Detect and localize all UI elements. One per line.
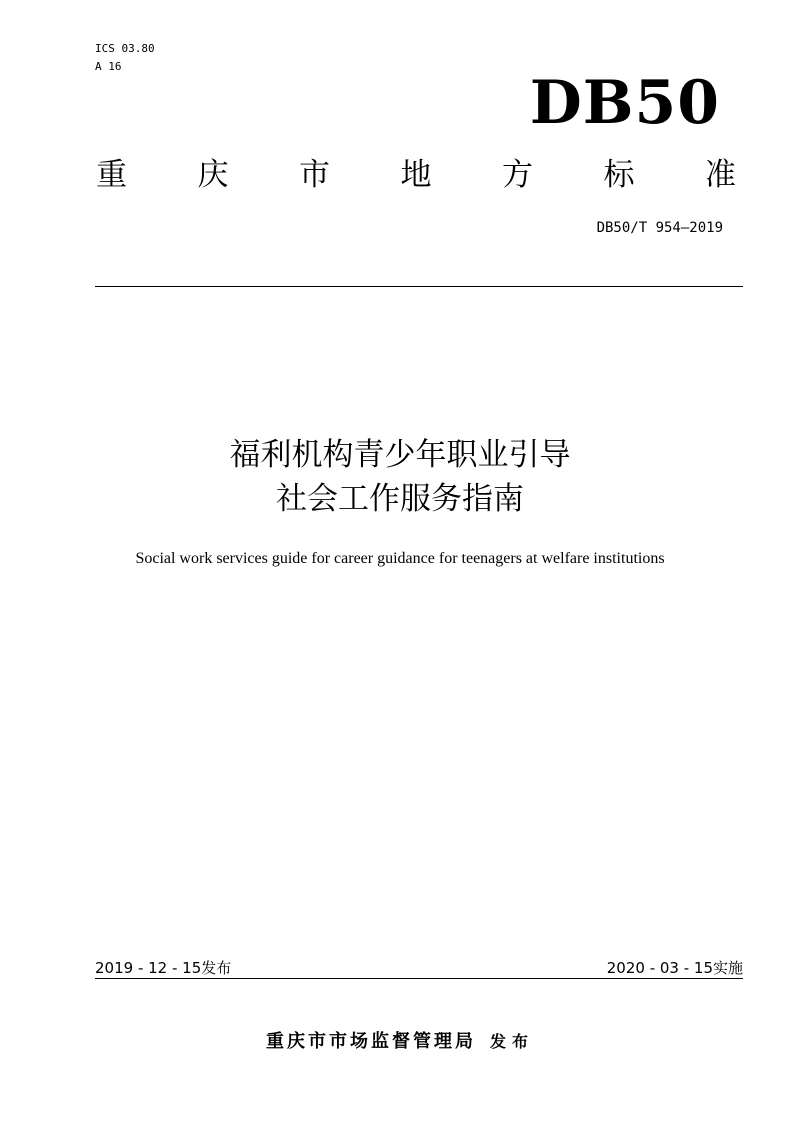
standard-type-char: 重	[96, 157, 127, 193]
issuing-authority	[0, 1030, 800, 1054]
implementation-date: 2020 - 03 - 15实施	[606, 959, 743, 977]
ccs-code: A 16	[95, 60, 122, 73]
issuer-org: 重庆市市场监督管理局	[265, 1031, 476, 1052]
ics-code: ICS 03.80	[95, 42, 155, 55]
standard-type-char: 地	[400, 157, 432, 193]
standard-type-char: 市	[299, 157, 330, 193]
document-title-cn	[0, 433, 800, 521]
standard-type-heading	[96, 155, 736, 195]
standard-type-char: 方	[502, 157, 533, 193]
standard-type-char: 标	[603, 157, 635, 193]
issue-date: 2019 - 12 - 15发布	[95, 959, 232, 977]
title-cn-line-1: 福利机构青少年职业引导	[229, 437, 571, 473]
standard-number: DB50/T 954—2019	[596, 220, 723, 236]
bottom-divider	[95, 978, 743, 979]
document-title-en: Social work services guide for career guidance for teenagers at welfare institutions	[135, 550, 665, 567]
db50-logo: DB50	[529, 68, 720, 138]
standard-type-char: 准	[705, 157, 736, 193]
top-divider	[95, 286, 743, 287]
standard-type-char: 庆	[197, 157, 229, 193]
title-cn-line-2: 社会工作服务指南	[276, 481, 524, 517]
classification-codes	[95, 40, 155, 76]
issuer-verb: 发布	[489, 1032, 534, 1051]
